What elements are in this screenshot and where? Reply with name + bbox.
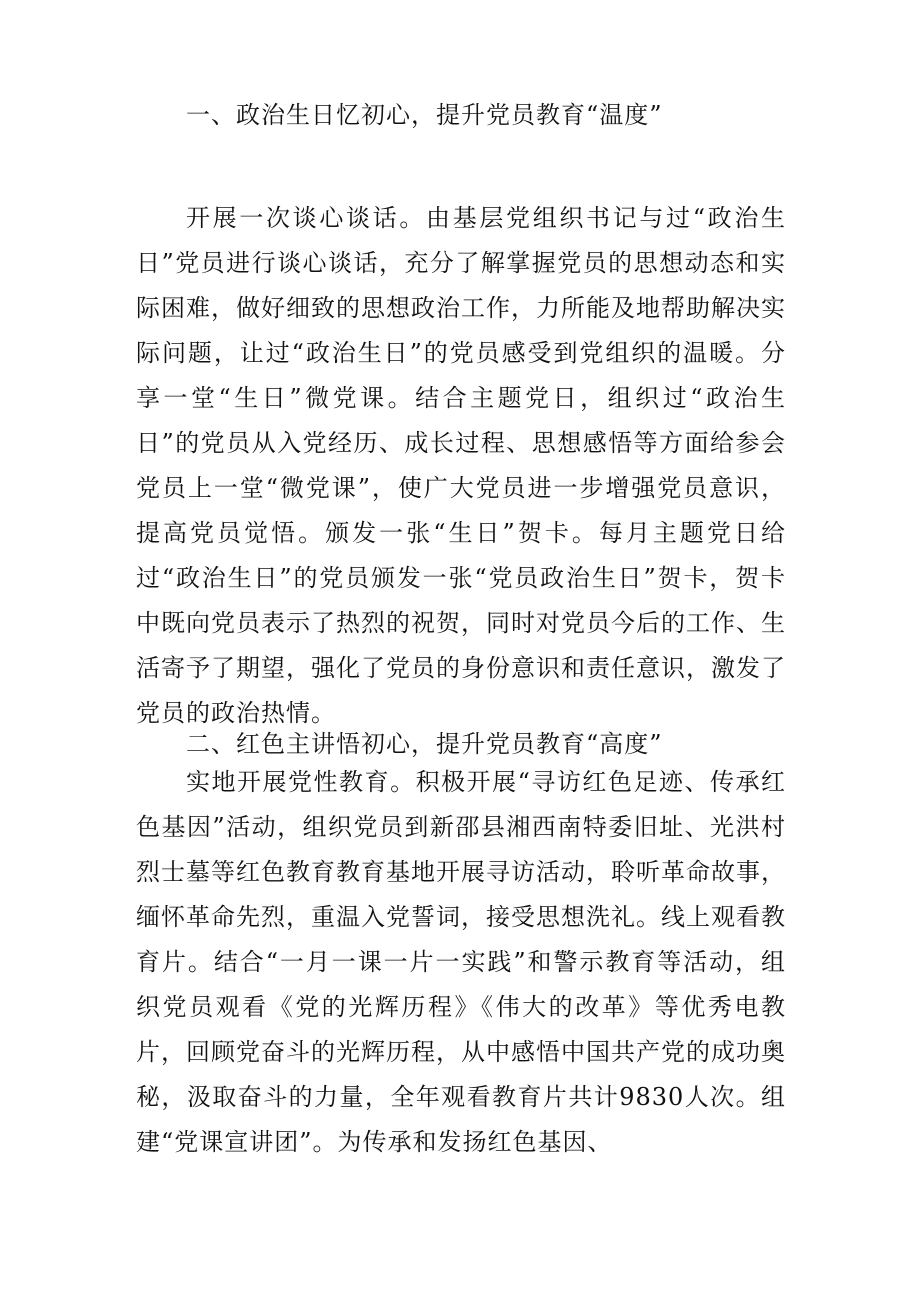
- section-1-heading: 一、政治生日忆初心，提升党员教育“温度”: [186, 101, 663, 129]
- section-1-paragraph: 开展一次谈心谈话。由基层党组织书记与过“政治生日”党员进行谈心谈话，充分了解掌握党员的思想动态和实际困难，做好细致的思想政治工作，力所能及地帮助解决实际问题，让过“政治生日”的党员感受到党组织的温暖。分享一堂“生日”微党课。结合主题党日，组织过“政治生日”的党员从入党经历、成长过程、思想感悟等方面给参会党员上一堂“微党课”，使广大党员进一步增强党员意识，提高党员觉悟。颁发一张“生日”贺卡。每月主题党日给过“政治生日”的党员颁发一张“党员政治生日”贺卡，贺卡中既向党员表示了热烈的祝贺，同时对党员今后的工作、生活寄予了期望，强化了党员的身份意识和责任意识，激发了党员的政治热情。: [136, 204, 786, 727]
- section-2-paragraph: 实地开展党性教育。积极开展“寻访红色足迹、传承红色基因”活动，组织党员到新邵县湘西南特委旧址、光洪村烈士墓等红色教育教育基地开展寻访活动，聆听革命故事，缅怀革命先烈，重温入党誓词，接受思想洗礼。线上观看教育片。结合“一月一课一片一实践”和警示教育等活动，组织党员观看《党的光辉历程》《伟大的改革》等优秀电教片，回顾党奋斗的光辉历程，从中感悟中国共产党的成功奥秘，汲取奋斗的力量，全年观看教育片共计9830人次。组建“党课宣讲团”。为传承和发扬红色基因、: [136, 768, 786, 1156]
- section-2-heading: 二、红色主讲悟初心，提升党员教育“高度”: [186, 730, 663, 758]
